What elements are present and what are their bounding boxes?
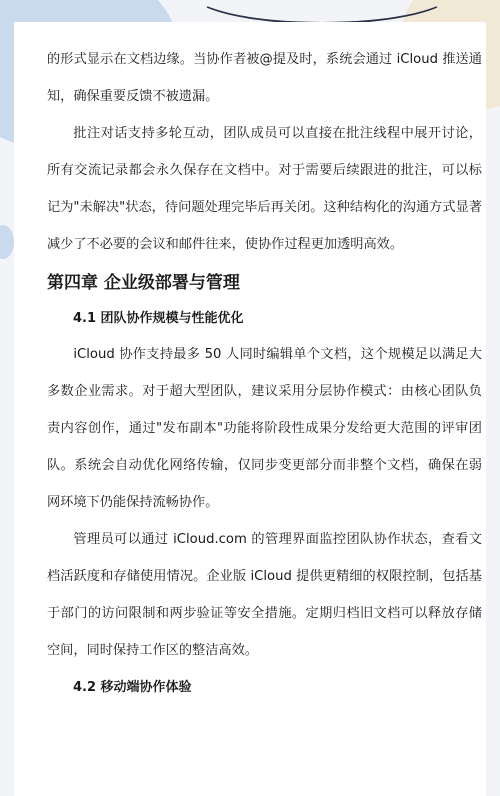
section-title-4-1: 4.1 团队协作规模与性能优化 bbox=[73, 311, 244, 327]
background-side-shape bbox=[0, 225, 14, 259]
paragraph-continued: 的形式显示在文档边缘。当协作者被@提及时，系统会通过 iCloud 推送通知，确保重要反馈不被遗漏。 bbox=[47, 52, 482, 104]
document-page bbox=[14, 22, 486, 796]
document-content bbox=[47, 42, 482, 706]
chapter-title: 第四章 企业级部署与管理 bbox=[47, 273, 240, 294]
paragraph-admin: 管理员可以通过 iCloud.com 的管理界面监控团队协作状态，查看文档活跃度和存储使用情况。企业版 iCloud 提供更精细的权限控制，包括基于部门的访问限制和两步验证等安全措施。定期归档旧文档可以释放存储空间，同时保持工作区的整洁高效。 bbox=[47, 531, 482, 658]
paragraph-team-scale: iCloud 协作支持最多 50 人同时编辑单个文档，这个规模足以满足大多数企业需求。对于超大型团队，建议采用分层协作模式：由核心团队负责内容创作，通过"发布副本"功能将阶段性成果分发给更大范围的评审团队。系统会自动优化网络传输，仅同步变更部分而非整个文档，确保在弱网环境下仍能保持流畅协作。 bbox=[47, 347, 482, 511]
section-title-4-2: 4.2 移动端协作体验 bbox=[73, 679, 192, 695]
paragraph-comments: 批注对话支持多轮互动，团队成员可以直接在批注线程中展开讨论，所有交流记录都会永久保存在文档中。对于需要后续跟进的批注，可以标记为"未解决"状态，待问题处理完毕后再关闭。这种结构化的沟通方式显著减少了不必要的会议和邮件往来，使协作过程更加透明高效。 bbox=[47, 125, 482, 252]
